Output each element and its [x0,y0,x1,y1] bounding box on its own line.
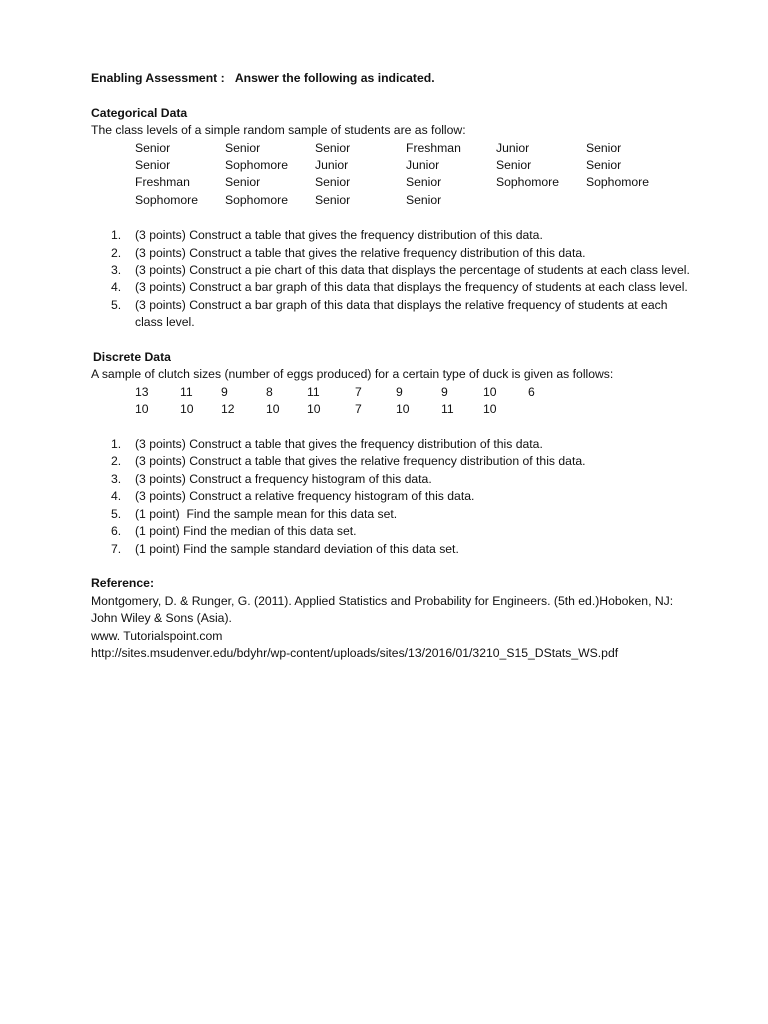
class-level-cell: Senior [586,158,622,173]
task-text: (3 points) Construct a pie chart of this data that displays the percentage of students at each class level. [135,263,690,278]
class-level-cell: Senior [135,158,171,173]
class-level-cell: Sophomore [496,175,560,190]
clutch-size-cell: 10 [307,402,321,417]
list-item [91,297,691,332]
class-level-cell: Sophomore [135,192,199,207]
class-levels-grid [135,140,691,210]
clutch-size-cell: 10 [180,402,194,417]
clutch-size-cell: 9 [441,384,448,399]
class-level-cell: Junior [315,158,349,173]
list-item [91,523,691,540]
assessment-instruction: Answer the following as indicated. [234,71,435,85]
task-number: 3. [111,263,122,278]
task-number: 6. [111,524,122,539]
categorical-task-list [91,227,691,331]
class-level-cell: Sophomore [225,158,289,173]
clutch-size-cell: 9 [396,384,403,399]
class-level-cell: Senior [406,175,442,190]
list-item [91,436,691,453]
clutch-size-cell: 12 [221,402,235,417]
task-number: 3. [111,471,122,486]
task-number: 5. [111,506,122,521]
reference-heading: Reference: [91,576,154,591]
task-number: 1. [111,437,122,452]
task-text: (3 points) Construct a frequency histogram of this data. [135,471,432,486]
clutch-size-cell: 13 [135,384,149,399]
clutch-size-cell: 10 [396,402,410,417]
discrete-task-list [91,436,691,558]
task-number: 2. [111,454,122,469]
task-number: 5. [111,297,122,312]
task-text: (3 points) Construct a bar graph of this data that displays the relative frequency of students at each class level. [135,297,668,330]
class-level-cell: Senior [496,158,532,173]
class-level-cell: Senior [135,140,171,155]
class-level-cell: Senior [586,140,622,155]
task-text: (1 point) Find the sample standard deviation of this data set. [135,541,459,556]
categorical-intro: The class levels of a simple random sample of students are as follow: [91,123,466,138]
list-item [91,227,691,244]
class-level-cell: Junior [406,158,440,173]
clutch-size-cell: 11 [180,384,193,399]
task-number: 7. [111,541,122,556]
clutch-size-cell: 11 [441,402,454,417]
list-item [91,488,691,505]
list-item [91,471,691,488]
clutch-size-cell: 10 [135,402,149,417]
class-level-cell: Senior [225,140,261,155]
reference-citation: Montgomery, D. & Runger, G. (2011). Applied Statistics and Probability for Engineers. (5th ed.)Hoboken, NJ: John Wiley & Sons (Asia). [91,593,674,626]
clutch-size-cell: 10 [483,384,497,399]
clutch-size-cell: 7 [355,384,362,399]
list-item [91,506,691,523]
reference-site-link[interactable]: www. Tutorialspoint.com [91,628,223,643]
list-item [91,453,691,470]
task-text: (1 point) Find the sample mean for this data set. [135,506,398,521]
list-item [91,262,691,279]
class-level-cell: Sophomore [225,192,289,207]
assessment-title: Enabling Assessment : [91,71,225,85]
class-level-cell: Freshman [135,175,190,190]
task-text: (3 points) Construct a bar graph of this data that displays the frequency of students at each class level. [135,280,688,295]
clutch-size-cell: 10 [266,402,280,417]
class-level-cell: Freshman [406,140,461,155]
class-level-cell: Senior [406,192,442,207]
task-number: 4. [111,489,122,504]
list-item [91,245,691,262]
task-number: 1. [111,228,122,243]
task-text: (3 points) Construct a table that gives the frequency distribution of this data. [135,228,543,243]
clutch-size-cell: 9 [221,384,228,399]
list-item [91,279,691,296]
class-level-cell: Junior [496,140,530,155]
class-level-cell: Senior [315,192,351,207]
discrete-intro: A sample of clutch sizes (number of eggs produced) for a certain type of duck is given as follows: [91,367,614,382]
clutch-size-cell: 8 [266,384,273,399]
class-level-cell: Senior [315,140,351,155]
clutch-sizes-grid [135,384,691,419]
task-number: 4. [111,280,122,295]
clutch-size-cell: 10 [483,402,497,417]
clutch-size-cell: 11 [307,384,320,399]
clutch-size-cell: 6 [528,384,535,399]
document-page [91,70,691,662]
task-number: 2. [111,245,122,260]
discrete-heading: Discrete Data [93,350,171,365]
assessment-header [91,70,691,87]
task-text: (3 points) Construct a table that gives the relative frequency distribution of this data. [135,454,586,469]
task-text: (3 points) Construct a table that gives the frequency distribution of this data. [135,437,543,452]
class-level-cell: Senior [315,175,351,190]
task-text: (3 points) Construct a relative frequency histogram of this data. [135,489,475,504]
class-level-cell: Senior [225,175,261,190]
reference-url-link[interactable]: http://sites.msudenver.edu/bdyhr/wp-content/uploads/sites/13/2016/01/3210_S15_DStats_WS.pdf [91,645,619,660]
class-level-cell: Sophomore [586,175,650,190]
categorical-heading: Categorical Data [91,105,188,120]
task-text: (1 point) Find the median of this data set. [135,524,357,539]
task-text: (3 points) Construct a table that gives the relative frequency distribution of this data. [135,245,586,260]
list-item [91,541,691,558]
clutch-size-cell: 7 [355,402,362,417]
